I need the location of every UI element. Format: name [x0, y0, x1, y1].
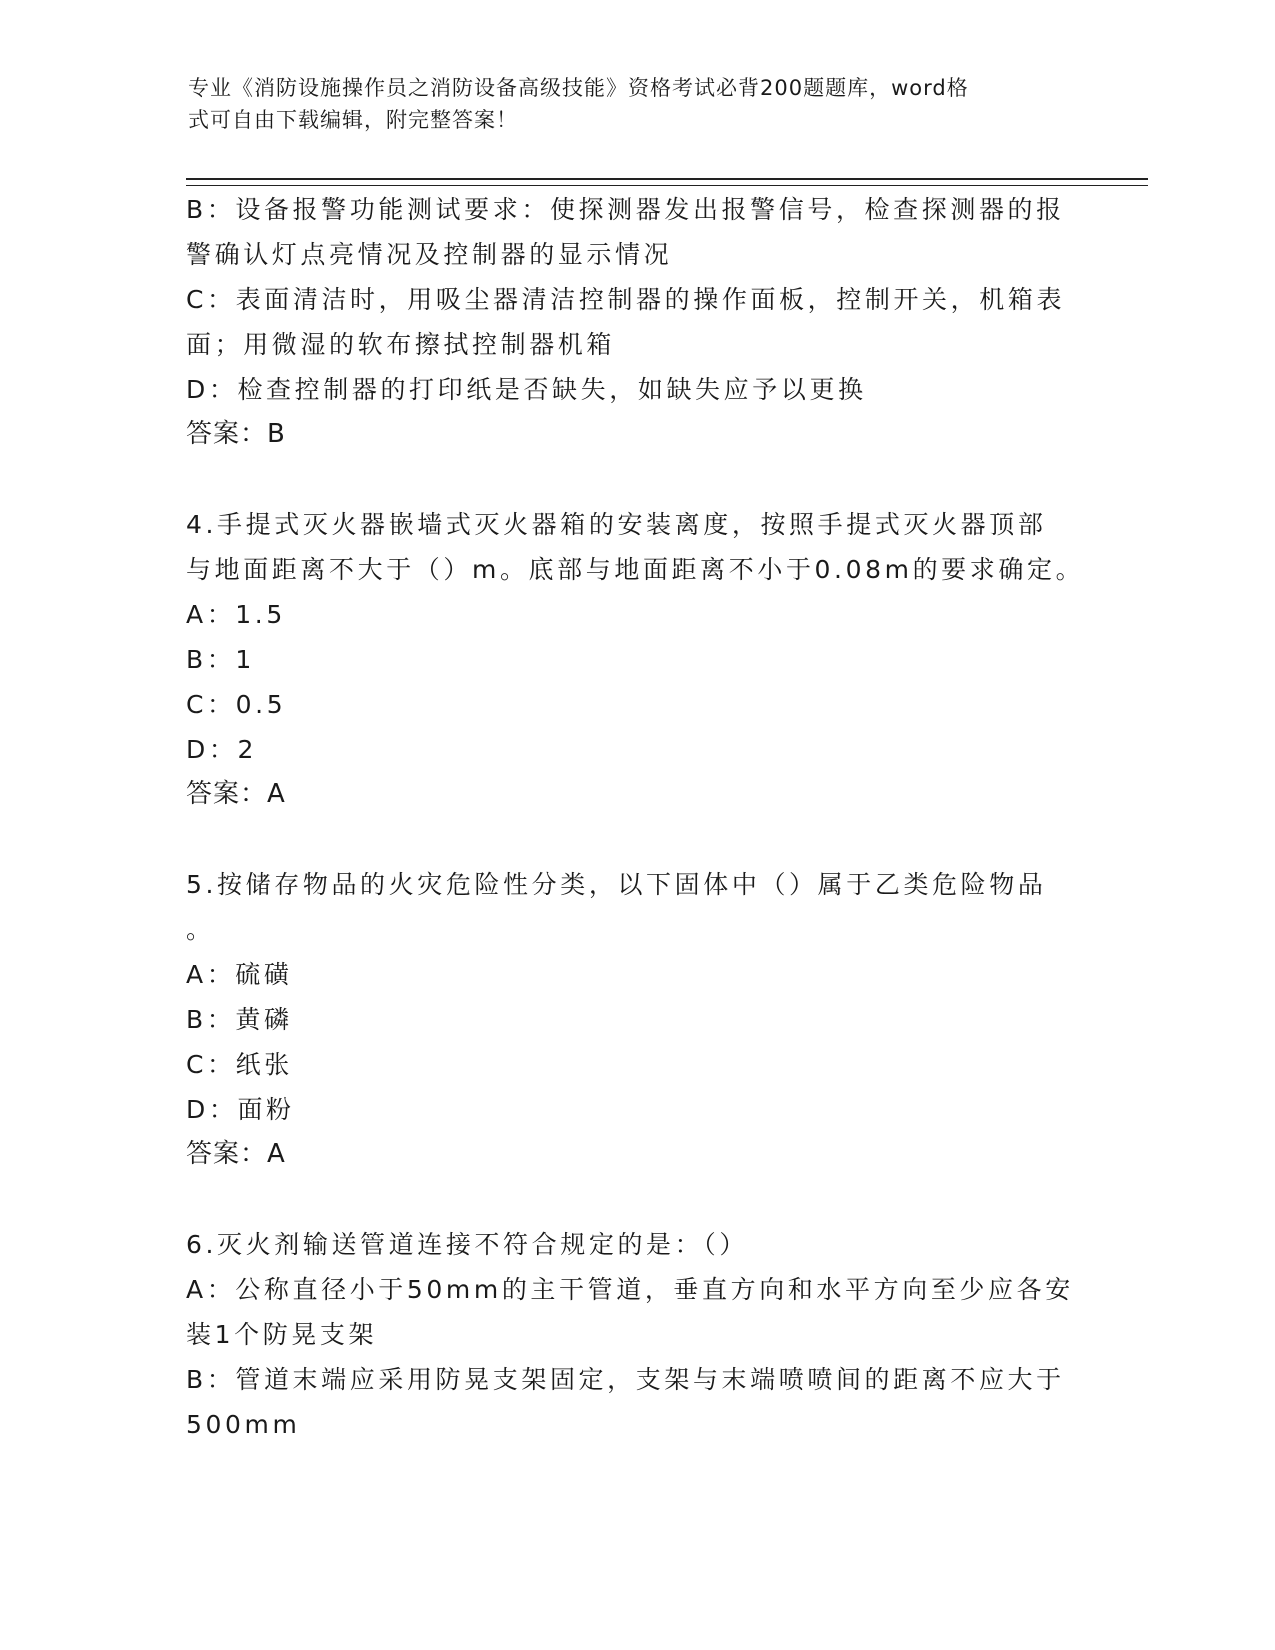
spacer: [186, 457, 1086, 502]
option-c: C：纸张: [186, 1050, 293, 1079]
question-list: [186, 187, 1086, 1447]
option-c: C：0.5: [186, 690, 287, 719]
answer-label: 答案：A: [186, 779, 286, 809]
question-6-block: [186, 1222, 1086, 1447]
option-d: D：2: [186, 735, 257, 764]
question-4-block: [186, 502, 1086, 817]
option-a-line-2: 装1个防晃支架: [186, 1320, 378, 1349]
header-title-line-1: 专业《消防设施操作员之消防设备高级技能》资格考试必背200题题库，word格: [188, 76, 969, 100]
option-b: B：1: [186, 645, 255, 674]
header-title-line-2: 式可自由下载编辑，附完整答案！: [188, 108, 518, 132]
answer-label: 答案：A: [186, 1139, 286, 1169]
spacer: [186, 1177, 1086, 1222]
option-d: D：面粉: [186, 1095, 295, 1124]
option-d: D：检查控制器的打印纸是否缺失，如缺失应予以更换: [186, 375, 867, 404]
question-stem-line-1: 4.手提式灭火器嵌墙式灭火器箱的安装离度，按照手提式灭火器顶部: [186, 510, 1047, 539]
question-stem-line-2: 。: [186, 915, 215, 944]
spacer: [186, 817, 1086, 862]
option-c-line-1: C：表面清洁时，用吸尘器清洁控制器的操作面板，控制开关，机箱表: [186, 285, 1066, 314]
option-c-line-2: 面；用微湿的软布擦拭控制器机箱: [186, 330, 616, 359]
option-b-line-1: B：管道末端应采用防晃支架固定，支架与末端喷喷间的距离不应大于: [186, 1365, 1065, 1394]
option-b-line-2: 500mm: [186, 1410, 301, 1439]
question-stem-line-1: 5.按储存物品的火灾危险性分类，以下固体中（）属于乙类危险物品: [186, 870, 1047, 899]
option-b-line-1: B：设备报警功能测试要求：使探测器发出报警信号，检查探测器的报: [186, 195, 1065, 224]
answer-label: 答案：B: [186, 419, 286, 449]
question-stem: 6.灭火剂输送管道连接不符合规定的是：（）: [186, 1230, 748, 1259]
question-3-block: [186, 187, 1086, 457]
header-divider: [186, 178, 1148, 186]
question-5-block: [186, 862, 1086, 1177]
question-stem-line-2: 与地面距离不大于（）m。底部与地面距离不小于0.08m的要求确定。: [186, 555, 1085, 584]
option-a-line-1: A：公称直径小于50mm的主干管道，垂直方向和水平方向至少应各安: [186, 1275, 1074, 1304]
option-a: A：硫磺: [186, 960, 293, 989]
option-a: A：1.5: [186, 600, 286, 629]
document-header: [188, 72, 1068, 136]
option-b-line-2: 警确认灯点亮情况及控制器的显示情况: [186, 240, 673, 269]
option-b: B：黄磷: [186, 1005, 293, 1034]
